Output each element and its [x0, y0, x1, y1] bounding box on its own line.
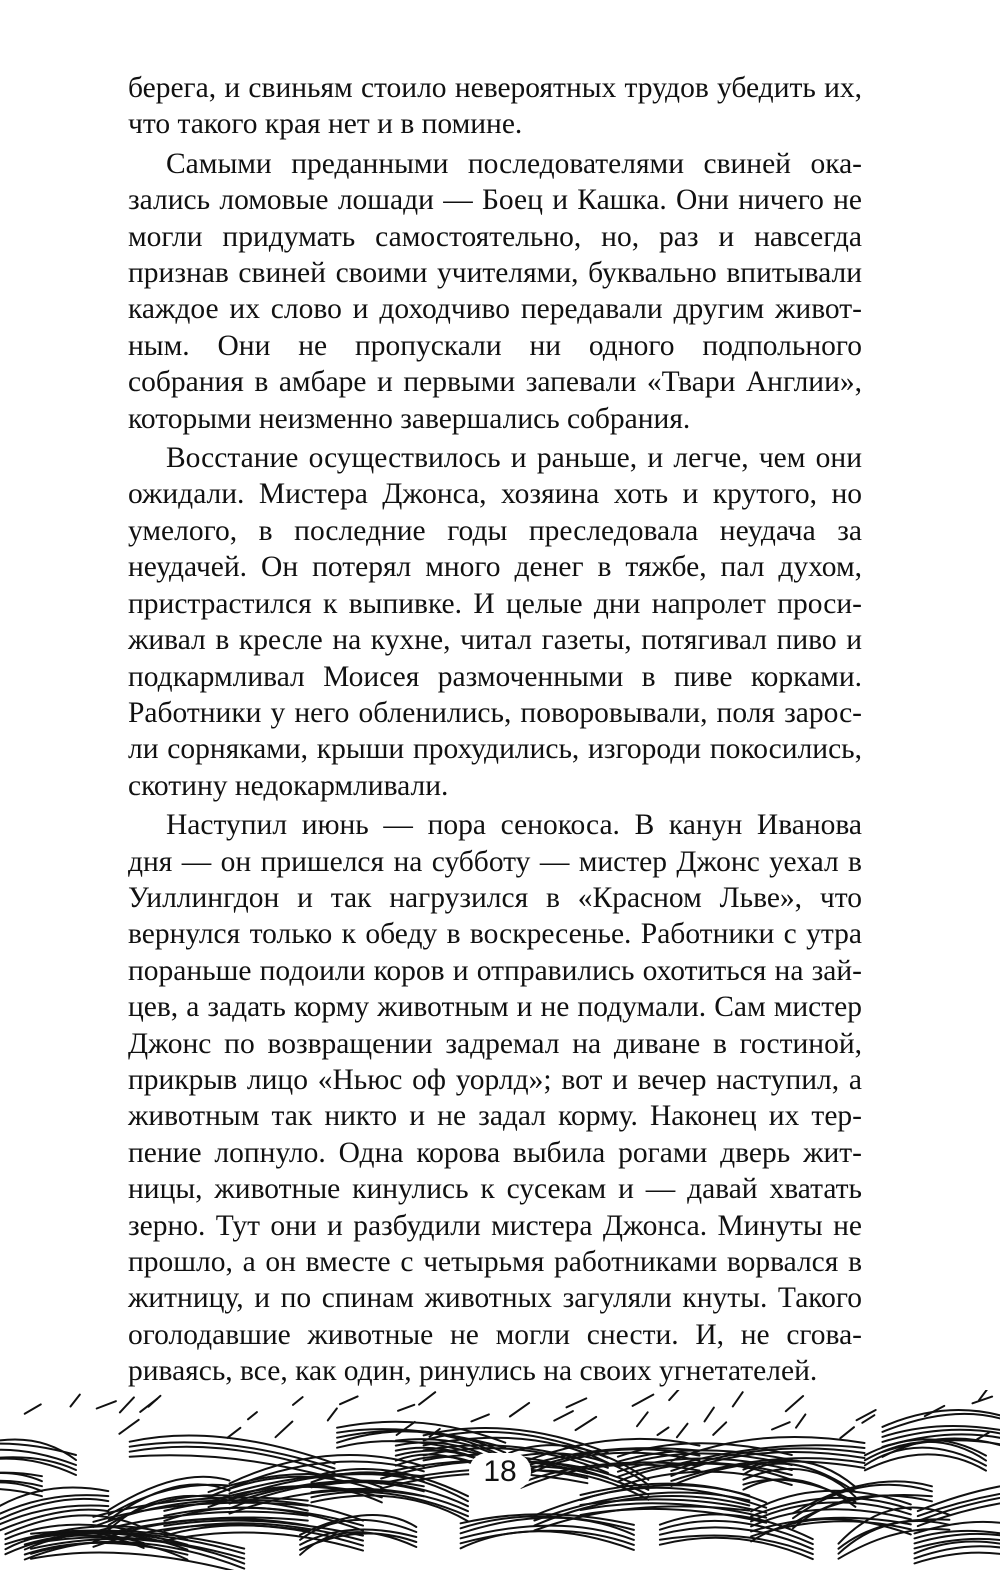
- straw-twig: [97, 1401, 116, 1408]
- straw-strand: [461, 1531, 634, 1550]
- straw-twig: [669, 1390, 680, 1400]
- straw-twig: [796, 1414, 805, 1427]
- straw-strand: [882, 1414, 1000, 1432]
- straw-twig: [840, 1427, 854, 1438]
- paragraph: Восстание осуществилось и раньше, и легче, чем они ожидали. Мистера Джонса, хозяина хоть и крутого, но умелого, в последние годы преследовала неудача за неудачей. Он потерял много денег в тяжбе, пал духом, пристрастился к выпивке. И целые дни напролет просиживал в кресле на кухне, читал газеты, потягивал пиво и подкармливал Моисея размоченными в пиве корками. Работники у него обленились, поворовывали, поля заросли сорняками, крыши прохудились, изгороди покосились, скотину недокармливали.: [128, 442, 862, 802]
- straw-twig: [227, 1428, 240, 1438]
- page-number: [0, 1455, 1000, 1489]
- straw-twig: [293, 1397, 303, 1405]
- straw-twig: [772, 1422, 790, 1429]
- straw-twig: [397, 1422, 415, 1435]
- straw-twig: [398, 1405, 414, 1411]
- straw-twig: [733, 1392, 743, 1406]
- straw-twig: [677, 1424, 688, 1438]
- straw-twig: [576, 1417, 597, 1430]
- straw-twig: [471, 1414, 489, 1421]
- paragraph: Самыми преданными последователями свиней оказались ломовые лошади — Боец и Кашка. Они ничего не могли придумать самостоятельно, но, раз и навсегда признав свиней своими учителями, буквально впитывали каждое их слово и доходчиво передавали другим животным. Они не пропускали ни одного подпольного собрания в амбаре и первыми запевали «Твари Англии», которыми неизменно завершались собрания.: [128, 147, 862, 435]
- straw-twig: [248, 1412, 257, 1419]
- straw-twig: [510, 1403, 529, 1417]
- straw-twig: [637, 1412, 648, 1426]
- paragraph-continued: берега, и свиньям стоило невероятных трудов убедить их, что такого края нет и в помине.: [128, 72, 862, 141]
- straw-twig: [973, 1397, 993, 1404]
- straw-twig: [25, 1404, 41, 1413]
- straw-twig: [140, 1399, 157, 1412]
- straw-twig: [713, 1422, 726, 1435]
- straw-twig: [786, 1396, 803, 1411]
- straw-twig: [340, 1396, 358, 1404]
- page-body-text: [128, 70, 862, 1390]
- straw-twig: [658, 1428, 669, 1436]
- straw-twig: [554, 1411, 573, 1421]
- straw-twig: [276, 1422, 293, 1438]
- straw-twig: [71, 1395, 80, 1407]
- straw-twig: [705, 1408, 714, 1422]
- straw-twig: [633, 1395, 654, 1406]
- straw-strand: [915, 1546, 1000, 1569]
- straw-twig: [419, 1392, 435, 1404]
- straw-twig: [328, 1408, 337, 1420]
- straw-twig: [119, 1420, 138, 1434]
- straw-strand: [31, 1553, 244, 1570]
- paragraph: Наступил июнь — пора сенокоса. В канун Иванова дня — он пришелся на субботу — мистер Джонс уехал в Уиллингдон и так нагрузился в «Красном Льве», что вернулся только к обеду в воскресенье. Работники с утра пораньше подоили коров и отправились охотиться на зайцев, а задать корму животным и не подумали. Сам мистер Джонс по возвращении задремал на диване в гостиной, прикрыв лицо «Ньюс оф уорлд»; вот и вечер наступил, а животным так никто и не задал корму. Наконец их терпение лопнуло. Одна корова выбила рогами дверь житницы, животные кинулись к сусекам и — давай хватать зерно. Тут они и разбудили мистера Джонса. Минуты не прошло, а он вместе с четырьмя работниками ворвался в житницу, и по спинам животных загуляли кнуты. Такого оголодавшие животные не могли снести. И, не сговариваясь, все, как один, ринулись на своих угнетателей.: [128, 809, 862, 1388]
- straw-twig: [567, 1398, 587, 1407]
- page-number-label: 18: [469, 1453, 530, 1490]
- straw-twig: [120, 1397, 134, 1412]
